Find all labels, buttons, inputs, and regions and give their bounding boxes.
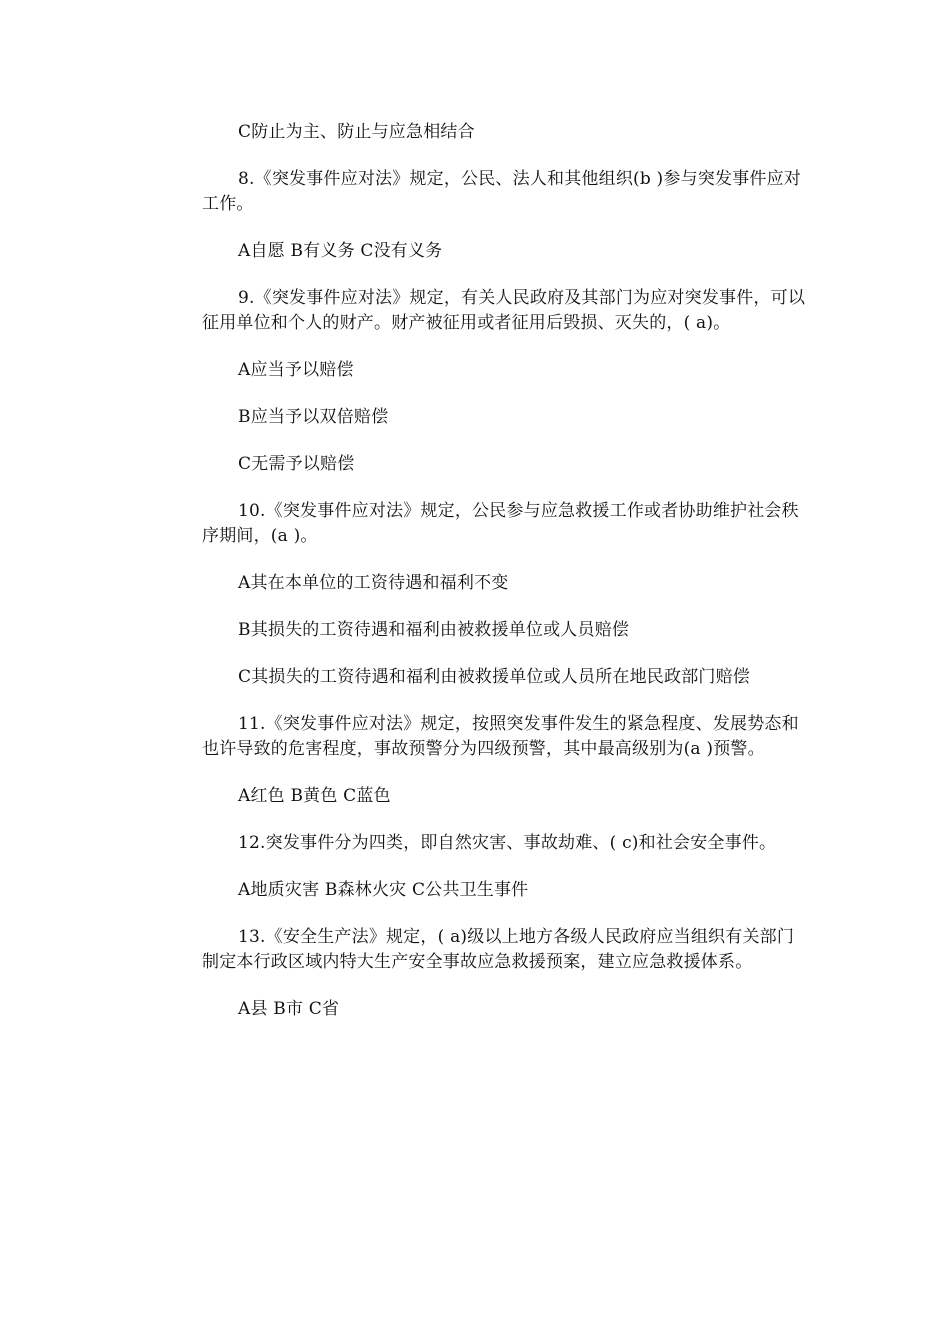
document-body [202, 120, 808, 1044]
question-11: 11.《突发事件应对法》规定，按照突发事件发生的紧急程度、发展势态和也许导致的危害程度，事故预警分为四级预警，其中最高级别为(a )预警。 [202, 714, 799, 759]
question-12: 12.突发事件分为四类，即自然灾害、事故劫难、( c)和社会安全事件。 [238, 833, 777, 853]
answer-options-11: A红色 B黄色 C蓝色 [238, 786, 391, 806]
answer-option-7c: C防止为主、防止与应急相结合 [238, 122, 475, 142]
answer-options-12: A地质灾害 B森林火灾 C公共卫生事件 [238, 880, 529, 900]
answer-option-9a: A应当予以赔偿 [238, 360, 354, 380]
question-8: 8.《突发事件应对法》规定，公民、法人和其他组织(b )参与突发事件应对工作。 [202, 169, 801, 214]
answer-option-9b: B应当予以双倍赔偿 [238, 407, 389, 427]
answer-options-8: A自愿 B有义务 C没有义务 [238, 241, 443, 261]
question-10: 10.《突发事件应对法》规定，公民参与应急救援工作或者协助维护社会秩序期间，(a )。 [202, 501, 799, 546]
question-9: 9.《突发事件应对法》规定，有关人民政府及其部门为应对突发事件，可以征用单位和个人的财产。财产被征用或者征用后毁损、灭失的，( a)。 [202, 288, 806, 333]
answer-option-10a: A其在本单位的工资待遇和福利不变 [238, 573, 509, 593]
answer-options-13: A县 B市 C省 [238, 999, 340, 1019]
answer-option-10b: B其损失的工资待遇和福利由被救援单位或人员赔偿 [238, 620, 630, 640]
answer-option-10c: C其损失的工资待遇和福利由被救援单位或人员所在地民政部门赔偿 [238, 667, 751, 687]
answer-option-9c: C无需予以赔偿 [238, 454, 355, 474]
question-13: 13.《安全生产法》规定，( a)级以上地方各级人民政府应当组织有关部门制定本行政区域内特大生产安全事故应急救援预案，建立应急救援体系。 [202, 927, 795, 972]
